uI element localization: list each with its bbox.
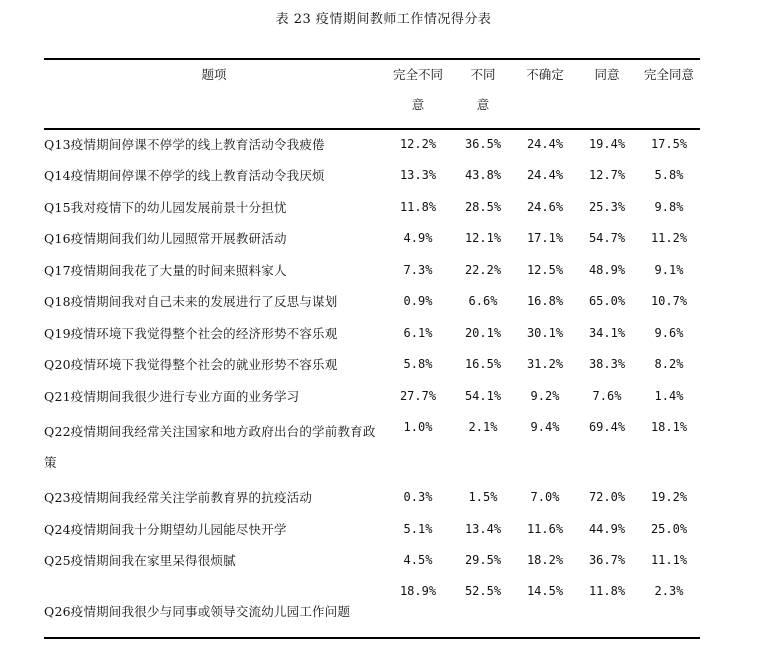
cell-strongly-agree: 17.5% [650, 136, 688, 151]
table-caption: 表 23 疫情期间教师工作情况得分表 [275, 12, 492, 27]
cell-disagree: 6.6% [468, 294, 498, 309]
cell-strongly-disagree: 1.0% [403, 419, 433, 434]
table-row [44, 317, 700, 349]
cell-disagree: 20.1% [464, 325, 502, 340]
cell-agree: 7.6% [592, 388, 622, 403]
cell-unsure: 14.5% [526, 584, 564, 598]
cell-unsure: 24.6% [526, 199, 564, 214]
table-row [44, 545, 700, 577]
cell-strongly-agree: 11.2% [650, 231, 688, 246]
table-row [44, 254, 700, 286]
cell-unsure: 17.1% [526, 231, 564, 246]
cell-strongly-agree: 25.0% [650, 521, 688, 536]
cell-strongly-disagree: 18.9% [399, 584, 437, 598]
cell-agree: 38.3% [588, 357, 626, 372]
row-item: Q25疫情期间我在家里呆得很烦腻 [44, 553, 236, 569]
header-unsure: 不确定 [526, 67, 564, 82]
cell-unsure: 11.6% [526, 521, 564, 536]
header-disagree: 不同意 [470, 67, 496, 112]
cell-agree: 12.7% [588, 168, 626, 183]
header-item: 题项 [201, 67, 227, 82]
cell-agree: 11.8% [588, 584, 626, 598]
cell-strongly-disagree: 13.3% [399, 168, 437, 183]
cell-strongly-disagree: 7.3% [403, 262, 433, 277]
cell-strongly-disagree: 0.3% [403, 490, 433, 505]
cell-disagree: 13.4% [464, 521, 502, 536]
header-row [44, 60, 700, 128]
row-item: Q22疫情期间我经常关注国家和地方政府出台的学前教育政策 [44, 423, 376, 470]
table-row [44, 412, 700, 482]
cell-strongly-agree: 9.8% [654, 199, 684, 214]
row-item: Q21疫情期间我很少进行专业方面的业务学习 [44, 388, 300, 404]
cell-strongly-agree: 9.6% [654, 325, 684, 340]
cell-disagree: 43.8% [464, 168, 502, 183]
row-item: Q24疫情期间我十分期望幼儿园能尽快开学 [44, 521, 287, 537]
cell-strongly-disagree: 12.2% [399, 136, 437, 151]
header-strongly-agree: 完全同意 [643, 67, 694, 82]
table-row [44, 191, 700, 223]
table-row [44, 576, 700, 646]
cell-disagree: 52.5% [464, 584, 502, 598]
cell-strongly-disagree: 27.7% [399, 388, 437, 403]
cell-unsure: 18.2% [526, 553, 564, 568]
table-row [44, 286, 700, 318]
cell-strongly-disagree: 4.9% [403, 231, 433, 246]
table-row [44, 482, 700, 514]
table-row [44, 349, 700, 381]
table-row [44, 513, 700, 545]
cell-strongly-agree: 5.8% [654, 168, 684, 183]
cell-strongly-disagree: 5.8% [403, 357, 433, 372]
row-item: Q19疫情环境下我觉得整个社会的经济形势不容乐观 [44, 325, 338, 341]
row-item: Q17疫情期间我花了大量的时间来照料家人 [44, 262, 287, 278]
cell-agree: 54.7% [588, 231, 626, 246]
cell-unsure: 16.8% [526, 294, 564, 309]
cell-disagree: 12.1% [464, 231, 502, 246]
cell-disagree: 29.5% [464, 553, 502, 568]
cell-strongly-disagree: 11.8% [399, 199, 437, 214]
cell-strongly-agree: 8.2% [654, 357, 684, 372]
table-row [44, 223, 700, 255]
cell-agree: 36.7% [588, 553, 626, 568]
cell-unsure: 7.0% [530, 490, 560, 505]
cell-strongly-agree: 1.4% [654, 388, 684, 403]
row-item: Q14疫情期间停课不停学的线上教育活动令我厌烦 [44, 168, 325, 184]
cell-agree: 25.3% [588, 199, 626, 214]
cell-strongly-disagree: 5.1% [403, 521, 433, 536]
row-item: Q16疫情期间我们幼儿园照常开展教研活动 [44, 231, 287, 247]
cell-agree: 72.0% [588, 490, 626, 505]
cell-strongly-agree: 10.7% [650, 294, 688, 309]
cell-disagree: 54.1% [464, 388, 502, 403]
row-item: Q23疫情期间我经常关注学前教育界的抗疫活动 [44, 490, 313, 506]
cell-strongly-agree: 9.1% [654, 262, 684, 277]
cell-agree: 48.9% [588, 262, 626, 277]
cell-strongly-disagree: 6.1% [403, 325, 433, 340]
row-item: Q26疫情期间我很少与同事或领导交流幼儿园工作问题 [44, 603, 351, 619]
cell-disagree: 22.2% [464, 262, 502, 277]
table-row [44, 128, 700, 160]
cell-strongly-agree: 19.2% [650, 490, 688, 505]
header-agree: 同意 [594, 67, 620, 82]
table-row [44, 160, 700, 192]
cell-disagree: 28.5% [464, 199, 502, 214]
score-table [44, 60, 700, 646]
table-row [44, 380, 700, 412]
cell-unsure: 30.1% [526, 325, 564, 340]
row-item: Q18疫情期间我对自己未来的发展进行了反思与谋划 [44, 294, 338, 310]
cell-unsure: 24.4% [526, 136, 564, 151]
cell-strongly-disagree: 0.9% [403, 294, 433, 309]
cell-unsure: 12.5% [526, 262, 564, 277]
cell-agree: 69.4% [588, 419, 626, 434]
cell-disagree: 16.5% [464, 357, 502, 372]
cell-strongly-agree: 11.1% [650, 553, 688, 568]
cell-strongly-agree: 18.1% [650, 419, 688, 434]
cell-agree: 65.0% [588, 294, 626, 309]
cell-unsure: 24.4% [526, 168, 564, 183]
cell-unsure: 31.2% [526, 357, 564, 372]
cell-unsure: 9.4% [530, 419, 560, 434]
row-item: Q20疫情环境下我觉得整个社会的就业形势不容乐观 [44, 357, 338, 373]
row-item: Q15我对疫情下的幼儿园发展前景十分担忧 [44, 199, 287, 215]
cell-strongly-agree: 2.3% [654, 584, 684, 598]
cell-agree: 44.9% [588, 521, 626, 536]
cell-disagree: 36.5% [464, 136, 502, 151]
cell-unsure: 9.2% [530, 388, 560, 403]
cell-strongly-disagree: 4.5% [403, 553, 433, 568]
cell-disagree: 1.5% [468, 490, 498, 505]
cell-disagree: 2.1% [468, 419, 498, 434]
cell-agree: 19.4% [588, 136, 626, 151]
cell-agree: 34.1% [588, 325, 626, 340]
header-strongly-disagree: 完全不同意 [392, 67, 443, 112]
row-item: Q13疫情期间停课不停学的线上教育活动令我疲倦 [44, 136, 325, 152]
